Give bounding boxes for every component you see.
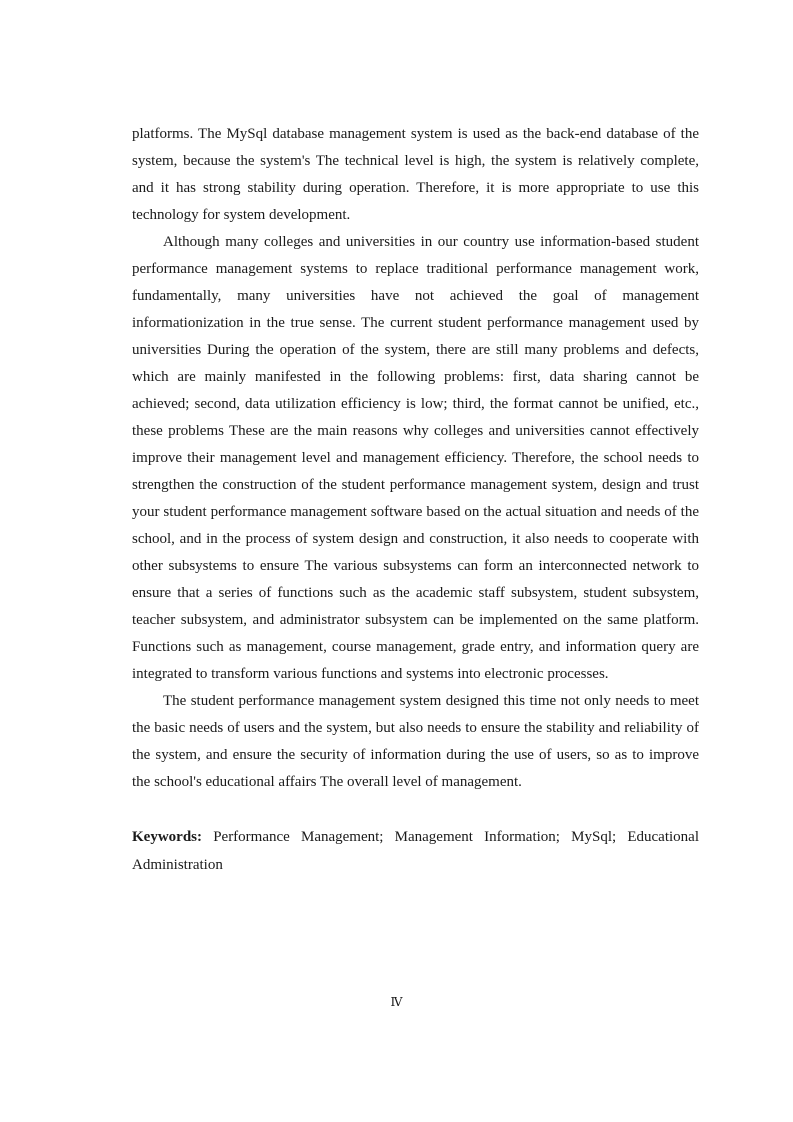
paragraph-problems: Although many colleges and universities in our country use information-based student performance management systems to replace traditional performance management work, fundamentally, many universities have not achieved the goal of management informationization in the true sense. The current student performance management used by universities During the operation of the system, there are still many problems and defects, which are mainly manifested in the following problems: first, data sharing cannot be achieved; second, data utilization efficiency is low; third, the format cannot be unified, etc., these problems These are the main reasons why colleges and universities cannot effectively improve their management level and management efficiency. Therefore, the school needs to strengthen the construction of the student performance management system, design and trust your student performance management software based on the actual situation and needs of the school, and in the process of system design and construction, it also needs to cooperate with other subsystems to ensure The various subsystems can form an interconnected network to ensure that a series of functions such as the academic staff subsystem, student subsystem, teacher subsystem, and administrator subsystem can be implemented on the same platform. Functions such as management, course management, grade entry, and information query are integrated to transform various functions and systems into electronic processes. — [132, 234, 699, 682]
page-number: Ⅳ — [390, 995, 403, 1009]
keywords-text: Performance Management; Management Information; MySql; Educational Administration — [132, 829, 699, 873]
paragraph-continuation: platforms. The MySql database management system is used as the back-end database of the system, because the system's The technical level is high, the system is relatively complete, and it has strong stability during operation. Therefore, it is more appropriate to use this technology for system development. — [132, 126, 699, 223]
keywords-label: Keywords: — [132, 829, 202, 845]
keywords-line — [132, 823, 699, 879]
paragraph-goals: The student performance management system designed this time not only needs to meet the basic needs of users and the system, but also needs to ensure the stability and reliability of the system, and ensure the security of information during the use of users, so as to improve the school's educational affairs The overall level of management. — [132, 693, 699, 790]
abstract-body — [132, 121, 699, 879]
